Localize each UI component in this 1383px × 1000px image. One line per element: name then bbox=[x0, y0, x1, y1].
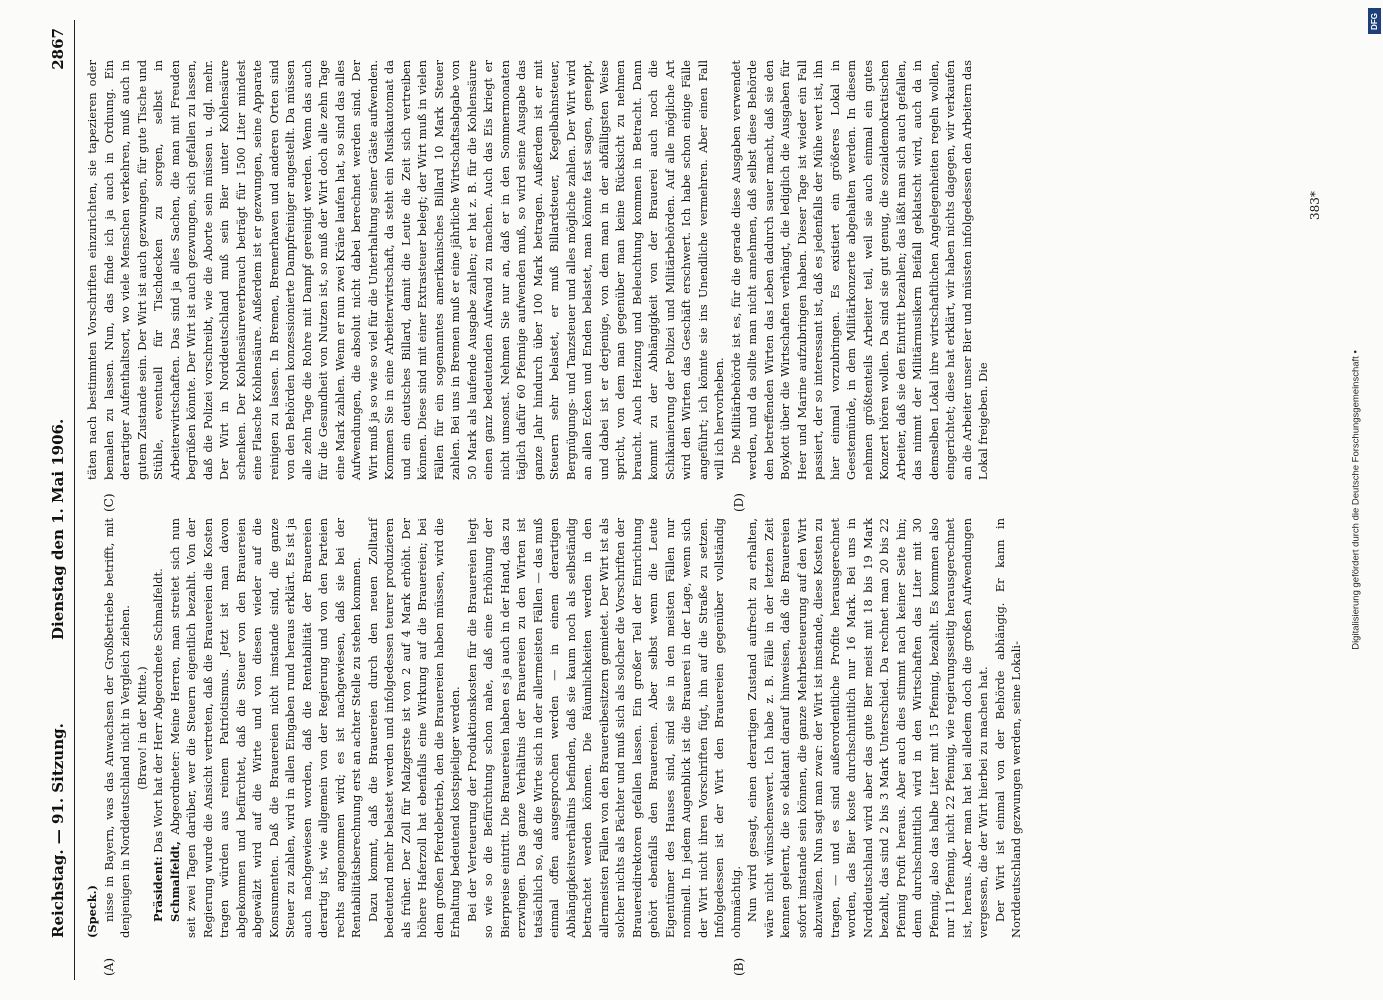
dfg-logo-text: DFG bbox=[1370, 12, 1380, 30]
page-footer-number: 383* bbox=[1307, 191, 1322, 220]
speaker-label: Schmalfeldt, bbox=[167, 841, 181, 922]
president-text: Das Wort hat der Herr Abgeordnete Schmalfeldt. bbox=[150, 568, 165, 853]
paragraph: Der Wirt ist einmal von der Behörde abhängig. Er kann in Norddeutschland gezwungen werden, seine Lokali- bbox=[992, 518, 1023, 938]
margin-marker-b: (B) bbox=[731, 957, 746, 976]
right-text-column bbox=[84, 60, 992, 480]
margin-marker-d: (D) bbox=[731, 493, 746, 512]
margin-marker-c: (C) bbox=[101, 493, 116, 512]
digitization-credit: Digitalisierung gefördert durch die Deutsche Forschungsgemeinschaft • bbox=[1350, 350, 1362, 650]
header-left-title: Reichstag. — 91. Sitzung. bbox=[48, 723, 67, 938]
applause-note: (Bravo! in der Mitte.) bbox=[134, 666, 148, 790]
paragraph: täten nach bestimmten Vorschriften einzurichten, sie tapezieren oder bemalen zu lassen. Nun, das finde ich ja auch in Ordnung. Ein derartiger Aufenthaltsort, wo viele Menschen verkehren, muß auch in gutem Zustande sein. Der Wirt ist auch gezwungen, für gute Tische und Stühle, eventuell für Tischdecken zu sorgen, selbst in Arbeiterwirtschaften. Das sind ja alles Sachen, die man mit Freuden begrüßen könnte. Der Wirt ist auch gezwungen, sich gefallen zu lassen, daß die Polizei vorschreibt, wie die Aborte sein müssen u. dgl. mehr. Der Wirt in Norddeutschland muß sein Bier unter Kohlensäure schenken. Der Kohlensäureverbrauch beträgt für 1500 Liter mindest eine Flasche Kohlensäure. Außerdem ist er gezwungen, seine Apparate reinigen zu lassen. In Bremen, Bremerhaven und anderen Orten sind von den Behörden konzessionierte Dampfreiniger angestellt. Da müssen alle zehn Tage die Rohre mit Dampf gereinigt werden. Wenn das auch für die Gesundheit von Nutzen ist, so muß der Wirt doch alle zehn Tage eine Mark zahlen. Wenn er nun zwei Kräne laufen hat, so sind das alles Aufwendungen, die absolut nicht dabei berechnet werden sind. Der Wirt muß ja so wie so viel für die Unterhaltung seiner Gäste aufwenden. Kommen Sie in eine Arbeiterwirtschaft, da steht ein Musikautomat da und ein deutsches Billard, damit die Leute die Zeit sich vertreiben können. Diese sind mit einer Extrasteuer belegt; der Wirt muß in vielen Fällen für ein sogenanntes amerikanisches Billard 10 Mark Steuer zahlen. Bei uns in Bremen muß er eine jährliche Wirtschaftsabgabe von 50 Mark als laufende Ausgabe zahlen; er hat z. B. für die Kohlensäure einen ganz bedeutenden Aufwand zu machen. Auch das Eis kriegt er nicht umsonst. Nehmen Sie nur an, daß er in den Sommermonaten täglich dafür 60 Pfennige aufwenden muß, so wird seine Ausgabe das ganze Jahr hindurch über 100 Mark betragen. Außerdem ist er mit Steuern sehr belastet, er muß Billardsteuer, Kegelbahnsteuer, Bergnügungs- und Tanzsteuer und alles mögliche zahlen. Der Wirt wird an allen Ecken und Enden belastet, man könnte fast sagen, geneppt, und dabei ist er derjenige, von dem man in der abfälligsten Weise spricht, von dem man gegenüber man keine Rücksicht zu nehmen braucht. Auch Heizung und Beleuchtung kommen in Betracht. Dann kommt zu der Abhängigkeit von der Brauerei auch noch die Schikanierung der Polizei und Militärbehörden. Auf alle mögliche Art wird den Wirten das Geschäft erschwert. Ich habe schon einige Fälle angeführt; ich könnte sie ins Unendliche vermehren. Aber einen Fall will ich hervorheben. bbox=[84, 60, 726, 480]
paragraph: Die Militärbehörde ist es, für die gerade diese Ausgaben verwendet werden, und da sollte man nicht annehmen, daß selbst diese Behörde den betreffenden Wirten das Leben dadurch sauer macht, daß sie den Boykott über die Wirtschaften verhängt, die lediglich die Ausgaben für Heer und Marine aufzubringen haben. Dieser Tage ist wieder ein Fall passiert, der so interessant ist, daß es jedenfalls der Mühe wert ist, ihn hier einmal vorzubringen. Es existiert ein größeres Lokal in Geestemünde, in dem Militärkonzerte abgehalten werden. In diesem nehmen größtenteils Arbeiter teil, weil sie auch einmal ein gutes Konzert hören wollen. Da sind sie gut genug, die sozialdemokratischen Arbeiter, daß sie den Eintritt bezahlen; das läßt man sich auch gefallen, das nimmt der Militärmusikern Beifall geklatscht wird, auch da in demselben Lokal ihre wirtschaftlichen Angelegenheiten regeln wollen, eingerichtet; diese hat erklärt, wir haben nichts dagegen, wir verkaufen an die Arbeiter unser Bier und müssten infolgedessen den Arbeitern das Lokal freigeben. Die bbox=[728, 60, 990, 480]
rotated-document-page bbox=[42, 20, 1342, 980]
president-label: Präsident: bbox=[150, 856, 165, 922]
paragraph: Dazu kommt, daß die Brauereien durch den neuen Zolltarif bedeutend mehr belastet werden und infolgedessen teurer produzieren als früher. Der Zoll für Malzgerste ist von 2 auf 4 Mark erhöht. Der höhere Haferzoll hat ebenfalls eine Wirkung auf die Brauereien; bei dem großen Pferdebetrieb, den die Brauereien haben müssen, wird die Erhaltung bedeutend kostspieliger werden. bbox=[365, 518, 462, 938]
paragraph: Bei der Verteuerung der Produktionskosten für die Brauereien liegt so wie so die Befürchtung schon nahe, daß eine Erhöhung der Bierpreise eintritt. Die Brauereien haben es ja auch in der Hand, das zu erzwingen. Das ganze Verhältnis der Brauereien zu den Wirten ist tatsächlich so, daß die Wirte sich in der allermeisten Fällen — das muß einmal offen ausgesprochen werden — in einem derartigen Abhängigkeitsverhältnis befinden, daß sie kaum noch als selbständig betrachtet werden können. Die Räumlichkeiten werden in den allermeisten Fällen von den Brauereibesitzern gemietet. Der Wirt ist als solcher nichts als Pächter und muß sich als solcher die Vorschriften der Brauereidirektoren gefallen lassen. Ein großer Teil der Einrichtung gehört ebenfalls den Brauereien. Aber selbst wenn die Leute Eigentümer des Hauses sind, sind sie in den meisten Fällen nur nominell. In jedem Augenblick ist die Brauerei in der Lage, wenn sich der Wirt nicht ihren Vorschriften fügt, ihn auf die Straße zu setzen. Infolgedessen ist der Wirt den Brauereien gegenüber vollständig ohnmächtig. bbox=[464, 518, 742, 938]
header-date: Dienstag den 1. Mai 1906. bbox=[48, 418, 67, 640]
dfg-logo bbox=[1368, 8, 1381, 34]
paragraph: Nun wird gesagt, einen derartigen Zustand aufrecht zu erhalten, wäre nicht wünschenswert. Ich habe z. B. Fälle in der letzten Zeit kennen gelernt, die so eklatant darauf hinweisen, daß die Brauereien sofort imstande sein können, die ganze Mehrbesteuerung auf den Wirt abzuwälzen. Nun sagt man zwar: der Wirt ist imstande, diese Kosten zu tragen, — und es sind außerordentliche Profite herausgerechnet worden, das Bier koste durchschnittlich nur 16 Mark. Bei uns in Norddeutschland wird aber das gute Bier meist mit 18 bis 19 Mark bezahlt, das sind 2 bis 3 Mark Unterschied. Da rechnet man 20 bis 22 Pfennig Profit heraus. Aber auch dies stimmt nach keiner Seite hin; denn durchschnittlich wird in den Wirtschaften das Liter mit 30 Pfennig, also das halbe Liter mit 15 Pfennig, bezahlt. Es kommen also nur 11 Pfennig, nicht 22 Pfennig, wie regierungsseitig herausgerechnet ist, heraus. Aber man hat bei alledem doch die großen Aufwendungen vergessen, die der Wirt hierbei zu machen hat. bbox=[744, 518, 990, 938]
speech-text: Abgeordneter: Meine Herren, man streitet sich nun seit zwei Tagen darüber, wer die Steuern eigentlich bezahlt. Von der Regierung wurde die Ansicht vertreten, daß die Brauereien die Kosten tragen würden aus reinem Patriotismus. Jetzt ist man davon abgekommen und befürchtet, daß die Steuer von den Brauereien abgewälzt wird auf die Wirte und von diesen wieder auf die Konsumenten. Daß die Brauereien nicht imstande sind, die ganze Steuer zu zahlen, wird in allen Eingaben rund heraus erklärt. Es ist ja auch nachgewiesen worden, daß die Rentabilität der Brauereien derartig ist, wie allgemein von der Regierung und von den Parteien rechts angenommen wird; es ist nachgewiesen, daß sie bei der Rentabilitätsberechnung erst an achter Stelle zu stehen kommen. bbox=[167, 518, 363, 938]
page-header bbox=[42, 20, 75, 980]
margin-marker-a: (A) bbox=[101, 957, 116, 976]
left-text-column bbox=[84, 518, 1025, 938]
header-page-number: 2867 bbox=[48, 28, 67, 70]
speaker-tag: (Speck.) bbox=[84, 884, 99, 938]
paragraph: nisse in Bayern, was das Anwachsen der Großbetriebe betrifft, mit denjenigen in Norddeutschland nicht in Vergleich ziehen. bbox=[101, 518, 132, 938]
